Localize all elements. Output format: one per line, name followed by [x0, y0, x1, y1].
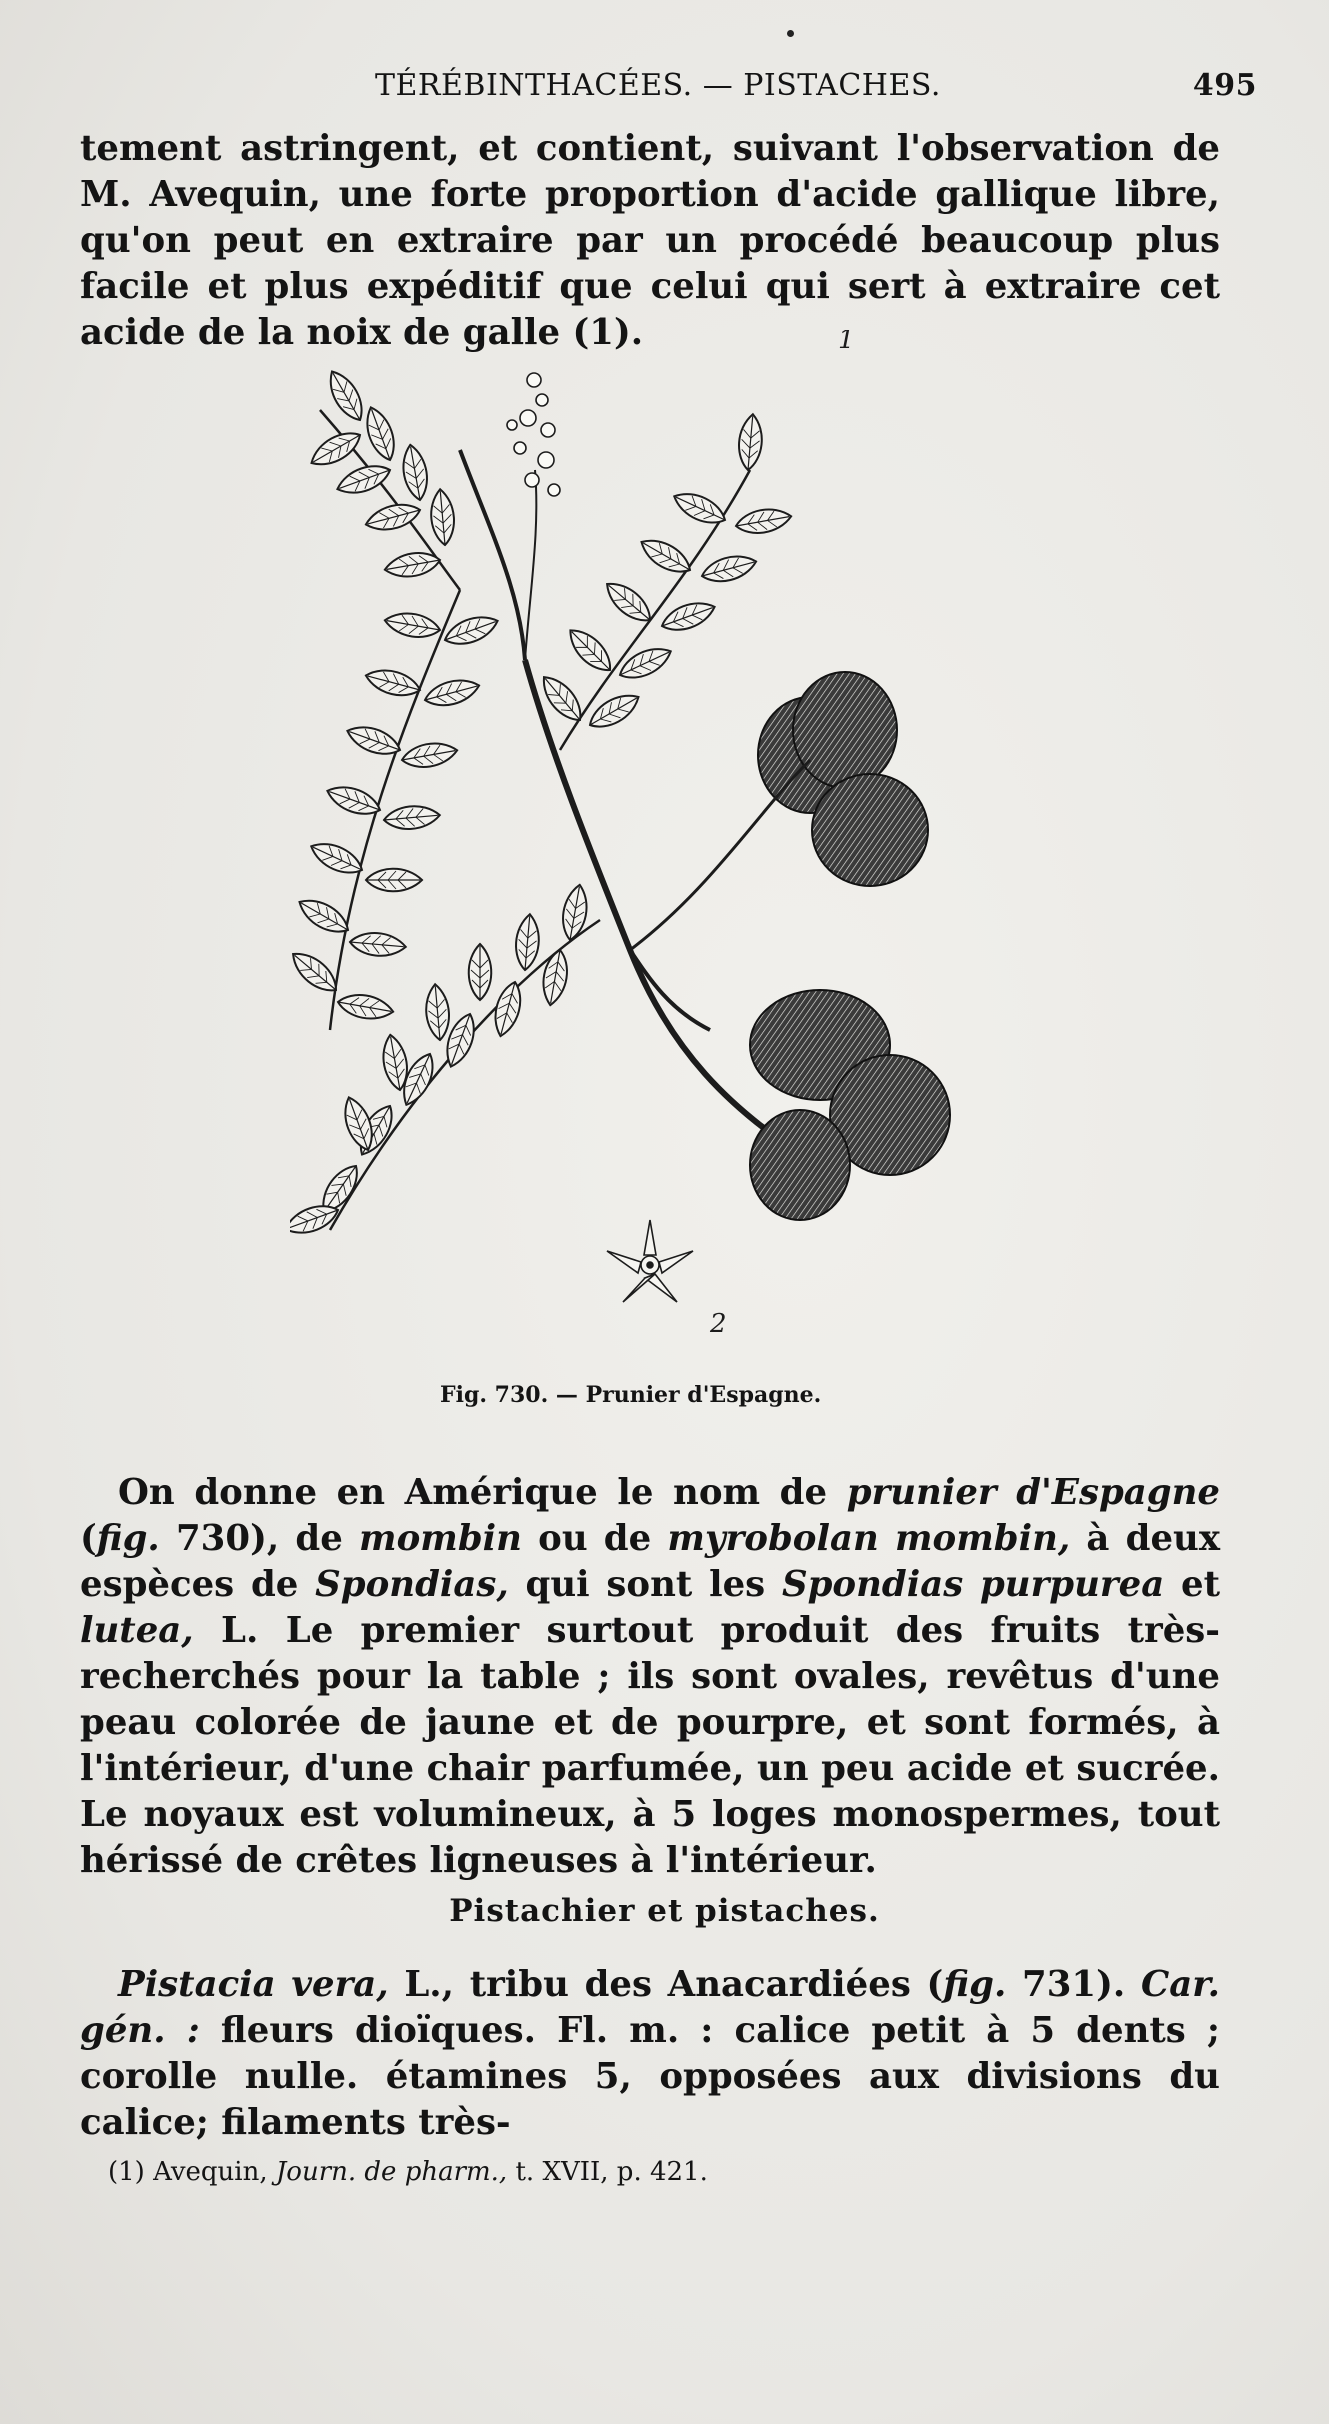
paragraph-1-text: tement astringent, et contient, suivant l'observation de M. Avequin, une forte proportion d'acide gallique libre, qu'on peut en extraire par un procédé beaucoup plus facile et plus expéditif que celui qui sert à extraire cet acide de la noix de galle (1). — [80, 128, 1220, 353]
figure-label-2: 2 — [710, 1309, 727, 1339]
page-number: 495 — [1192, 68, 1257, 103]
p2-s1: On donne en Amérique le nom de — [118, 1472, 847, 1513]
figure-caption: Fig. 730. — Prunier d'Espagne. — [440, 1382, 822, 1408]
paragraph-2-text — [80, 1470, 1220, 1884]
p3-s1: L., tribu des Anacardiées ( — [388, 1964, 944, 2005]
p3-s2: 731). — [1006, 1964, 1141, 2005]
p3-s3: fleurs dioïques. Fl. m. : calice petit à 5 dents ; corolle nulle. étamines 5, opposées aux divisions du calice; filaments très- — [80, 2010, 1220, 2143]
p2-i6: Spondias purpurea — [781, 1564, 1165, 1605]
fn-s2: t. XVII, p. 421. — [507, 2157, 708, 2187]
paragraph-3 — [80, 1962, 1220, 2146]
p2-s5: à deux espèces de — [80, 1518, 1220, 1605]
p2-i4: myrobolan mombin, — [667, 1518, 1071, 1559]
spondias-branch-engraving — [290, 330, 1030, 1375]
p2-s2: ( — [80, 1518, 97, 1559]
p2-s4: ou de — [521, 1518, 668, 1559]
running-header — [80, 68, 1257, 108]
p3-i1: Pistacia vera, — [118, 1964, 389, 2005]
ink-dot — [787, 30, 794, 37]
paragraph-1 — [80, 126, 1220, 356]
fn-i1: Journ. de pharm., — [275, 2157, 508, 2187]
figure-label-1: 1 — [838, 330, 855, 355]
p3-i3: Car. gén. : — [80, 1964, 1221, 2051]
p2-i3: mombin — [359, 1518, 522, 1559]
p3-i2: fig. — [943, 1964, 1007, 2005]
header-title: TÉRÉBINTHACÉES. — PISTACHES. — [375, 68, 941, 103]
paragraph-3-text — [80, 1962, 1220, 2146]
p2-s3: 730), de — [159, 1518, 360, 1559]
p2-s6: qui sont les — [508, 1564, 782, 1605]
p2-i5: Spondias, — [315, 1564, 509, 1605]
p2-s8: L. Le premier surtout produit des fruits très-recherchés pour la table ; ils sont ovales, revêtus d'une peau colorée de jaune et de pourpre, et sont formés, à l'intérieur, d'une chair parfumée, un peu acide et sucrée. Le noyaux est volumineux, à 5 loges monospermes, tout hérissé de crêtes ligneuses à l'intérieur. — [80, 1610, 1220, 1881]
p2-i7: lutea, — [80, 1610, 194, 1651]
figure-730-illustration — [290, 330, 1030, 1375]
footnote — [108, 2157, 708, 2187]
p2-s7: et — [1164, 1564, 1220, 1605]
fn-s1: (1) Avequin, — [108, 2157, 276, 2187]
p2-i2: fig. — [96, 1518, 160, 1559]
section-title: Pistachier et pistaches. — [449, 1893, 880, 1929]
p2-i1: prunier d'Espagne — [846, 1472, 1221, 1513]
paragraph-2 — [80, 1470, 1220, 1884]
